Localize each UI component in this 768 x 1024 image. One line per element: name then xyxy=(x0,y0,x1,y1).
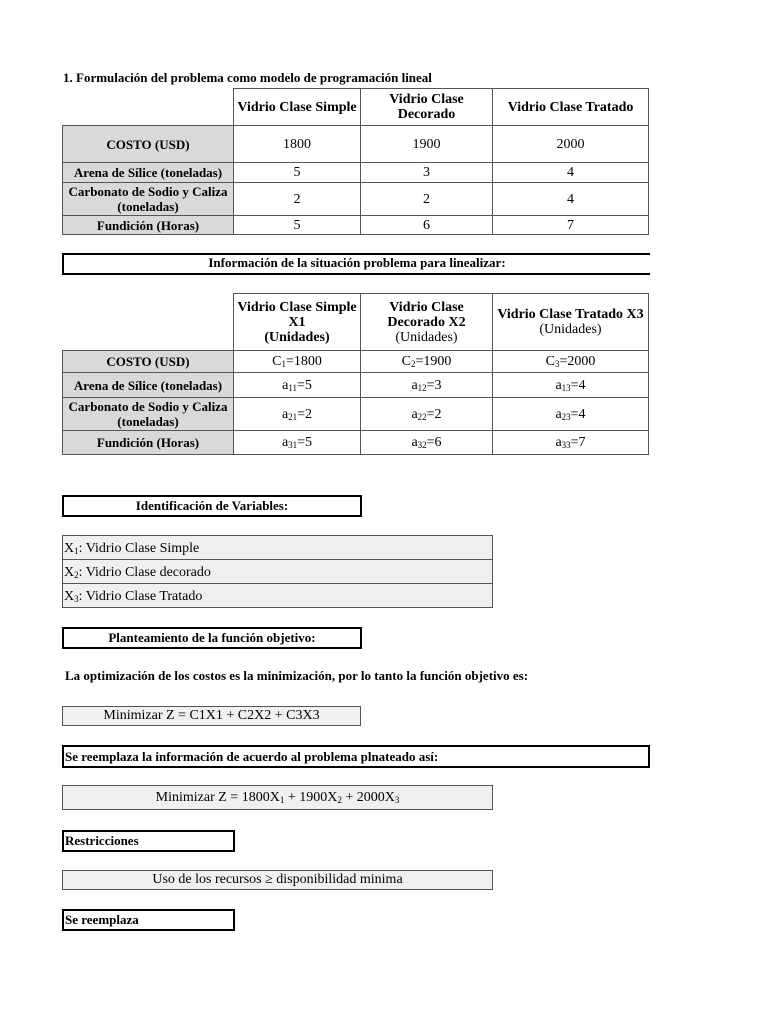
table-cell: $a_{21}=2$ xyxy=(234,398,361,431)
objective-heading: Planteamiento de la función objetivo: xyxy=(62,627,362,649)
table-header: Vidrio Clase Tratado xyxy=(493,89,649,126)
row-label: COSTO (USD) xyxy=(63,351,234,373)
table-cell: 5 xyxy=(234,163,361,183)
table-row xyxy=(63,398,649,431)
row-label: Carbonato de Sodio y Caliza (toneladas) xyxy=(63,183,234,216)
row-label: Arena de Sílice (toneladas) xyxy=(63,163,234,183)
row-label: Carbonato de Sodio y Caliza (toneladas) xyxy=(63,398,234,431)
objective-formula: Minimizar Z = C1X1 + C2X2 + C3X3 xyxy=(62,706,361,726)
table-row xyxy=(63,373,649,398)
table-cell: $C_1=1800$ xyxy=(234,351,361,373)
table-cell: $a_{12}=3$ xyxy=(361,373,493,398)
table-cell: $a_{13}=4$ xyxy=(493,373,649,398)
table-cell: 1800 xyxy=(234,126,361,163)
table-cell: 1900 xyxy=(361,126,493,163)
table-row xyxy=(63,431,649,455)
table-cell: 5 xyxy=(234,216,361,235)
table-cell: $a_{33}=7$ xyxy=(493,431,649,455)
table-header: Vidrio Clase Tratado X3 (Unidades) xyxy=(493,294,649,351)
table-row xyxy=(63,183,649,216)
table-cell: 6 xyxy=(361,216,493,235)
variables-heading: Identificación de Variables: xyxy=(62,495,362,517)
variable-item: $X_2$: Vidrio Clase decorado xyxy=(62,559,493,584)
replace-heading: Se reemplaza la información de acuerdo al problema plnateado así: xyxy=(62,745,650,768)
variable-item: $X_1$: Vidrio Clase Simple xyxy=(62,535,493,560)
costs-table xyxy=(62,88,649,235)
row-label: Fundición (Horas) xyxy=(63,431,234,455)
table-cell: 2 xyxy=(361,183,493,216)
table-cell: $C_3=2000$ xyxy=(493,351,649,373)
table-corner xyxy=(63,294,234,351)
table-cell: $a_{32}=6$ xyxy=(361,431,493,455)
table-header: Vidrio Clase Decorado X2 (Unidades) xyxy=(361,294,493,351)
table-row xyxy=(63,126,649,163)
table-row xyxy=(63,216,649,235)
table-cell: $a_{23}=4$ xyxy=(493,398,649,431)
table-cell: $a_{11}=5$ xyxy=(234,373,361,398)
restrictions-heading: Restricciones xyxy=(62,830,235,852)
row-label: Fundición (Horas) xyxy=(63,216,234,235)
table-cell: 4 xyxy=(493,183,649,216)
table-cell: 2 xyxy=(234,183,361,216)
info-banner: Información de la situación problema para linealizar: xyxy=(62,253,650,275)
table-corner xyxy=(63,89,234,126)
row-label: Arena de Sílice (toneladas) xyxy=(63,373,234,398)
page-title: 1. Formulación del problema como modelo de programación lineal xyxy=(63,70,432,85)
final-heading: Se reemplaza xyxy=(62,909,235,931)
linearization-table xyxy=(62,293,649,455)
table-cell: 7 xyxy=(493,216,649,235)
table-cell: $C_2=1900$ xyxy=(361,351,493,373)
table-row xyxy=(63,163,649,183)
table-cell: 3 xyxy=(361,163,493,183)
table-header: Vidrio Clase Decorado xyxy=(361,89,493,126)
table-header: Vidrio Clase Simple X1 (Unidades) xyxy=(234,294,361,351)
replaced-formula: Minimizar $Z = 1800X_1 + 1900X_2 + 2000X_3$ xyxy=(62,785,493,810)
table-cell: 2000 xyxy=(493,126,649,163)
table-row xyxy=(63,351,649,373)
table-header: Vidrio Clase Simple xyxy=(234,89,361,126)
table-cell: 4 xyxy=(493,163,649,183)
variable-item: $X_3$: Vidrio Clase Tratado xyxy=(62,583,493,608)
objective-statement: La optimización de los costos es la minimización, por lo tanto la función objetivo es: xyxy=(65,668,529,683)
row-label: COSTO (USD) xyxy=(63,126,234,163)
table-cell: $a_{31}=5$ xyxy=(234,431,361,455)
restriction-rule: Uso de los recursos ≥ disponibilidad minima xyxy=(62,870,493,890)
table-cell: $a_{22}=2$ xyxy=(361,398,493,431)
